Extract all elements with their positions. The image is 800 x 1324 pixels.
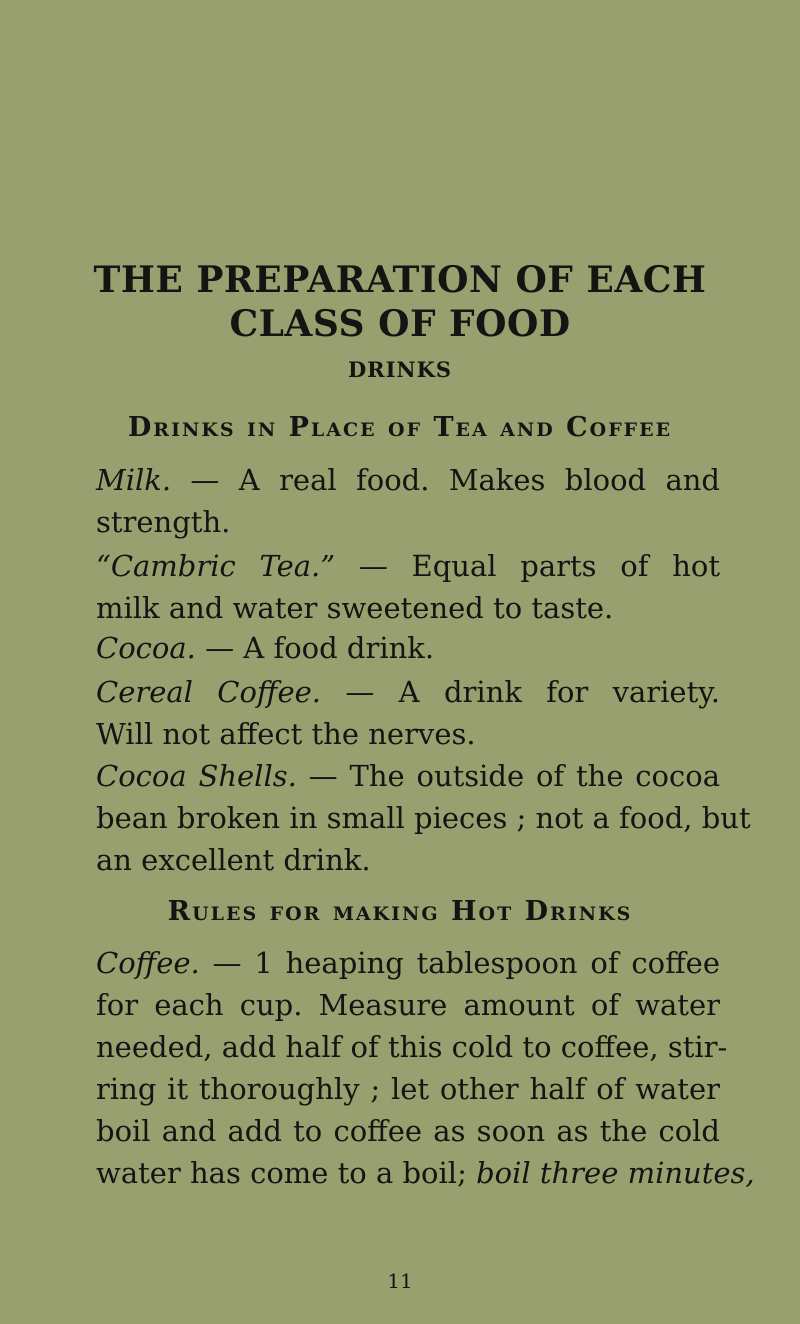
entry-milk: Milk. — A real food. Makes blood and strength. <box>96 463 720 539</box>
subsection-heading: Rules for making Hot Drinks <box>167 896 633 927</box>
section-heading: DRINKS <box>347 357 453 382</box>
chapter-title: THE PREPARATION OF EACH CLASS OF FOOD <box>93 259 707 345</box>
entry-term: Cocoa Shells. <box>96 759 297 793</box>
entry-term: Cocoa. <box>96 631 196 665</box>
entry-term: Coffee. <box>96 946 200 980</box>
entry-cocoa-shells: Cocoa Shells. — The outside of the cocoa bean broken in small pieces ; not a food, but an excellent drink. <box>96 759 751 877</box>
subsection-heading: Drinks in Place of Tea and Coffee <box>127 412 673 443</box>
entry-cereal-coffee: Cereal Coffee. — A drink for variety. Will not affect the nerves. <box>96 675 720 751</box>
entry-term: Milk. <box>96 463 172 497</box>
entry-cambric-tea: “Cambric Tea.” — Equal parts of hot milk and water sweetened to taste. <box>96 549 720 625</box>
entry-cocoa: Cocoa. — A food drink. <box>96 631 435 665</box>
page-number: 11 <box>387 1269 413 1293</box>
emphasis-text: boil three minutes, <box>476 1156 755 1190</box>
entry-term: “Cambric Tea.” <box>96 549 336 583</box>
rule-coffee: Coffee. — 1 heaping tablespoon of coffee for each cup. Measure amount of water needed, add half of this cold to coffee, stir- ring it thoroughly ; let other half of water boil and add to coffee as soon as the cold water has come to a boil; boil three minutes, <box>96 946 755 1190</box>
entry-term: Cereal Coffee. <box>96 675 322 709</box>
